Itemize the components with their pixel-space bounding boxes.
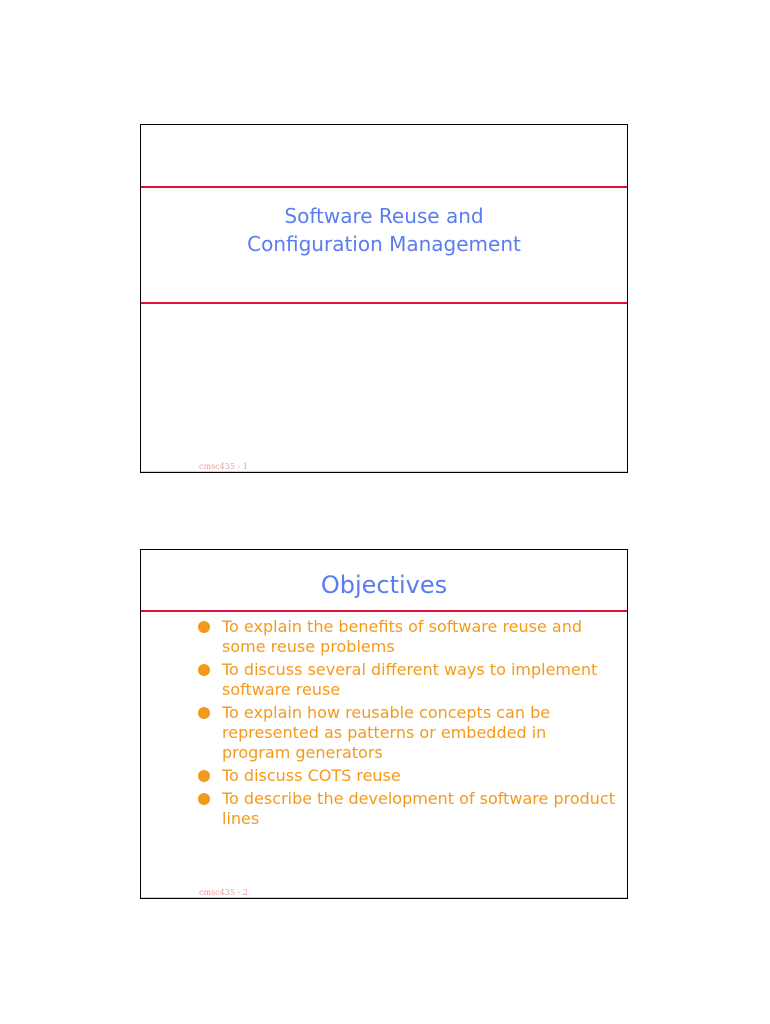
- list-item-text: To discuss COTS reuse: [222, 766, 401, 785]
- list-item: [198, 703, 618, 763]
- bullet-dot-icon: [198, 707, 210, 719]
- list-item-text: To discuss several different ways to implement software reuse: [222, 660, 598, 699]
- list-item: [198, 660, 618, 700]
- slide-2: [140, 549, 628, 899]
- list-item-text: To explain how reusable concepts can be represented as patterns or embedded in program generators: [222, 703, 551, 762]
- slide-1-footer: cmsc435 - 1: [199, 462, 248, 471]
- slide-1-bottom-rule: [141, 302, 627, 304]
- bullet-dot-icon: [198, 664, 210, 676]
- slide-2-footer: cmsc435 - 2: [199, 888, 248, 897]
- slide-1-title-line-1: Software Reuse and: [284, 204, 484, 228]
- slide-1-footer-line: [141, 471, 627, 472]
- bullet-dot-icon: [198, 621, 210, 633]
- slide-1-title-line-2: Configuration Management: [247, 232, 521, 256]
- list-item-text: To describe the development of software product lines: [222, 789, 615, 828]
- slide-2-footer-line: [141, 897, 627, 898]
- slide-2-title: Objectives: [320, 571, 448, 599]
- slide-2-title-rule: [141, 610, 627, 612]
- list-item-text: To explain the benefits of software reuse and some reuse problems: [222, 617, 583, 656]
- slide-1-title: [141, 202, 627, 258]
- list-item: [198, 789, 618, 829]
- slide-1: [140, 124, 628, 473]
- bullet-dot-icon: [198, 793, 210, 805]
- list-item: [198, 617, 618, 657]
- slide-1-top-rule: [141, 186, 627, 188]
- list-item: [198, 766, 618, 786]
- bullet-dot-icon: [198, 770, 210, 782]
- objectives-list: [198, 617, 618, 832]
